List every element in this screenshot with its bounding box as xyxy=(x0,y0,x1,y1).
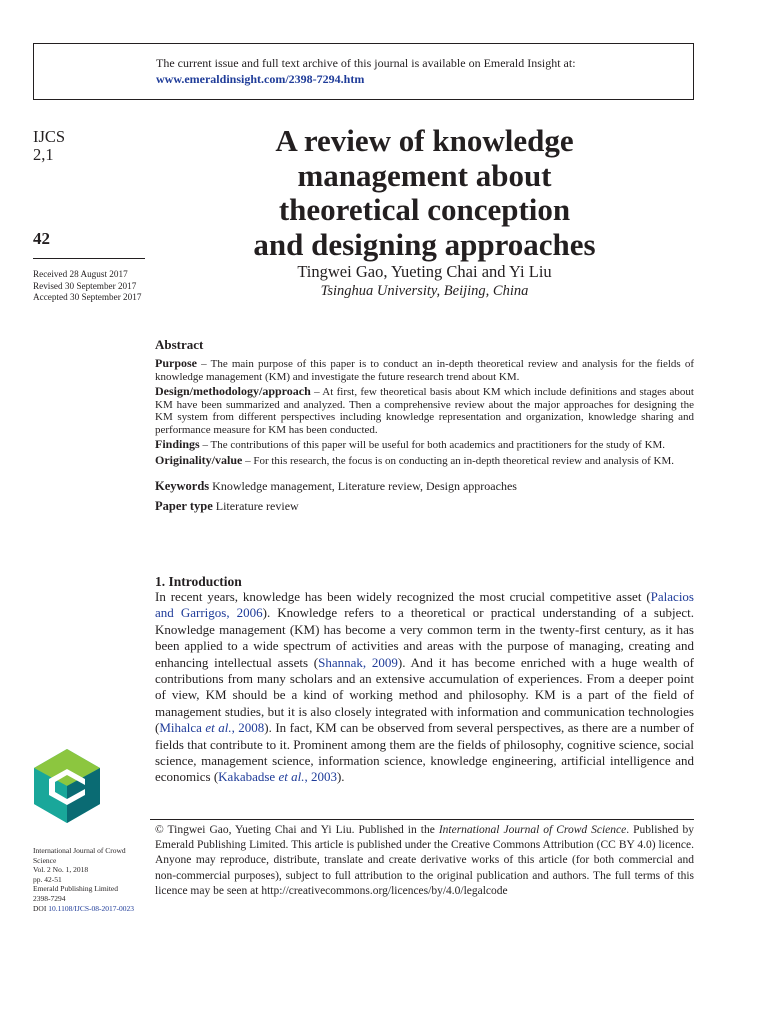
body-text: In recent years, knowledge has been widely recognized the most crucial competitive asset ( xyxy=(155,589,651,604)
body-text: ). Knowledge refers to a theoretical or practical understanding of a subject. Knowledge management (KM) has become a very common term in the twenty-first century, as it has been applied to a wide spectrum of activities and areas with the purpose of managing, creating and enhancing intellectual assets ( xyxy=(155,605,694,670)
doi-link[interactable]: 10.1108/IJCS-08-2017-0023 xyxy=(48,903,134,913)
abstract xyxy=(155,337,694,519)
abstract-label: Design/methodology/approach xyxy=(155,384,311,398)
keywords-label: Keywords xyxy=(155,479,210,493)
keywords-text: Knowledge management, Literature review, Design approaches xyxy=(209,479,517,493)
paper-type-label: Paper type xyxy=(155,499,213,513)
keywords-block xyxy=(155,479,694,513)
accepted-date: Accepted 30 September 2017 xyxy=(33,292,142,302)
abstract-originality xyxy=(155,454,694,468)
license-journal: International Journal of Crowd Science xyxy=(438,824,627,836)
article-dates xyxy=(33,269,141,304)
body-text: ). xyxy=(336,769,345,785)
citation-link[interactable]: Palacios and Garrigos, 2006 xyxy=(155,589,694,621)
license-part: . Published by Emerald Publishing Limited. This article is published under the Creative Commons Attribution (CC BY 4.0) licence. Anyone may reproduce, distribute, translate and create derivative works of this article (for both commercial and non-commercial purposes), subject to full attribution to the original publication and authors. The full terms of this licence may be seen at http://creativecommons.org/licences/by/4.0/legalcode xyxy=(155,824,694,897)
journal-info-line: Emerald Publishing Limited xyxy=(33,884,118,894)
citation-author: Mihalca xyxy=(159,720,206,736)
paper-type xyxy=(155,499,694,513)
title-line: management about xyxy=(297,157,552,193)
affiliation: Tsinghua University, Beijing, China xyxy=(320,283,529,299)
archive-notice: The current issue and full text archive of this journal is available on Emerald Insight at: xyxy=(156,56,576,70)
abstract-findings xyxy=(155,438,694,452)
abstract-text: – The main purpose of this paper is to conduct an in-depth theoretical review and analysis for the fields of knowledge management (KM) and investigate the future research trend about KM. xyxy=(155,358,694,383)
citation-etal: et al. xyxy=(205,720,232,736)
body-text: ). And it has become enriched with a huge wealth of contributions from many scholars and an extensive accumulation of experiences. From a deeper point of view, KM should be a kind of working method and philosophy. KM is a part of the field of management studies, but it is also closely integrated with information and communication technologies ( xyxy=(155,654,694,736)
journal-url-link[interactable]: www.emeraldinsight.com/2398-7294.htm xyxy=(156,72,365,86)
citation-author: Kakabadse xyxy=(218,769,279,785)
abstract-heading: Abstract xyxy=(155,337,204,352)
keywords xyxy=(155,479,694,493)
abstract-design xyxy=(155,385,694,436)
abstract-text: – At first, few theoretical basis about KM which include definitions and stages about KM have been summarized and analyzed. Then a comprehensive review about the major approaches for designing the KM system from different perspectives including knowledge representation and organization, knowledge sharing and performance measure for KM has been conducted. xyxy=(155,386,694,436)
abstract-label: Findings xyxy=(155,437,200,451)
doi-line xyxy=(33,904,134,914)
citation-link[interactable] xyxy=(218,769,337,784)
page-number: 42 xyxy=(33,229,50,248)
doi-label: DOI xyxy=(33,903,47,913)
title-line: theoretical conception xyxy=(278,192,571,227)
volume-issue: 2,1 xyxy=(33,145,54,164)
journal-info-line: pp. 42-51 xyxy=(33,874,62,884)
journal-info xyxy=(33,846,134,913)
journal-info-line: Vol. 2 No. 1, 2018 xyxy=(33,865,89,875)
paper-type-text: Literature review xyxy=(212,499,299,513)
archive-banner xyxy=(33,43,694,100)
crowd-science-logo-icon xyxy=(32,747,102,825)
citation-link[interactable] xyxy=(159,720,264,735)
journal-abbrev: IJCS xyxy=(33,127,66,146)
revised-date: Revised 30 September 2017 xyxy=(33,280,137,291)
article-title xyxy=(155,124,694,262)
abstract-text: – For this research, the focus is on conducting an in-depth theoretical review and analysis of KM. xyxy=(242,454,674,467)
authors: Tingwei Gao, Yueting Chai and Yi Liu xyxy=(297,262,552,281)
abstract-text: – The contributions of this paper will be useful for both academics and practitioners for the study of KM. xyxy=(199,439,666,451)
citation-link[interactable]: Shannak, 2009 xyxy=(318,654,398,670)
margin-divider xyxy=(33,258,145,259)
citation-etal: et al. xyxy=(278,769,305,785)
journal-code xyxy=(33,128,65,164)
journal-info-line: International Journal of Crowd xyxy=(33,846,126,855)
body-text: ). In fact, KM can be observed from several perspectives, as there are a number of fields that contribute to it. Prominent among them are the fields of philosophy, cognitive science, social science, management science, information science, knowledge engineering, artificial intelligence and economics ( xyxy=(155,720,694,785)
abstract-label: Originality/value xyxy=(155,452,243,467)
license-text xyxy=(155,823,694,899)
license-divider xyxy=(150,819,694,820)
introduction-paragraph xyxy=(155,589,694,786)
license-part: © Tingwei Gao, Yueting Chai and Yi Liu. Published in the xyxy=(155,824,439,836)
journal-info-line: Science xyxy=(33,855,57,865)
title-line: A review of knowledge xyxy=(275,123,574,158)
abstract-purpose xyxy=(155,357,694,383)
received-date: Received 28 August 2017 xyxy=(33,269,128,279)
citation-year: , 2003 xyxy=(304,769,337,785)
title-line: and designing approaches xyxy=(253,226,596,262)
introduction-heading: 1. Introduction xyxy=(155,574,242,589)
citation-year: , 2008 xyxy=(231,720,265,736)
abstract-label: Purpose xyxy=(155,356,197,370)
journal-info-line: 2398-7294 xyxy=(33,893,66,903)
